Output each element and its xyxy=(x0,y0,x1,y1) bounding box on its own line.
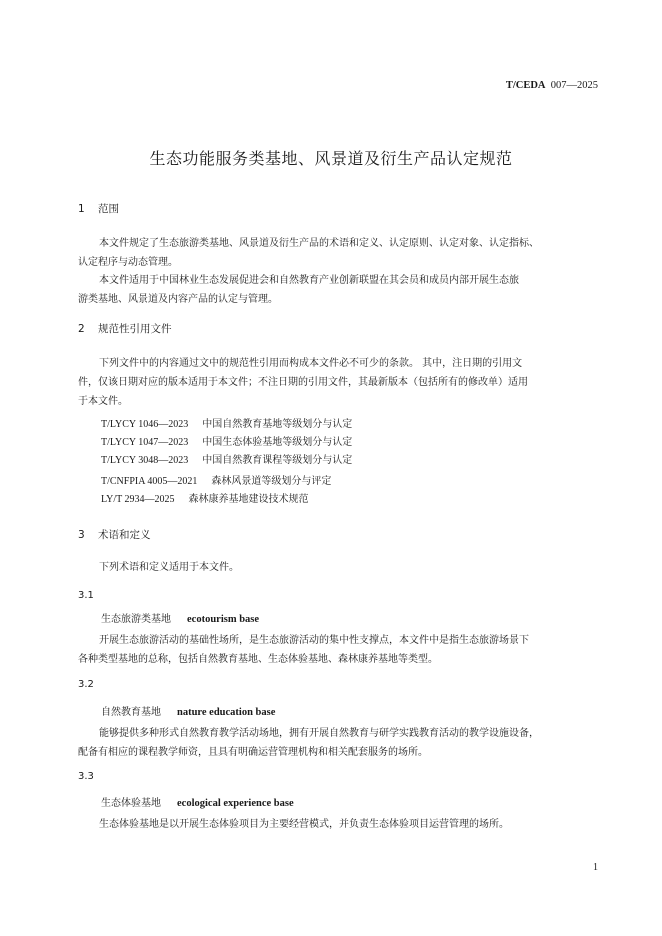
text-line: 件，仅该日期对应的版本适用于本文件；不注日期的引用文件，其最新版本（包括所有的修改单）适用 xyxy=(78,377,528,388)
text-line: 于本文件。 xyxy=(78,396,128,407)
term-english: ecotourism base xyxy=(187,614,260,625)
section-title: 术语和定义 xyxy=(98,529,151,541)
reference-code: T/LYCY 1046—2023 xyxy=(101,419,189,430)
reference-code: T/CNFPIA 4005—2021 xyxy=(101,476,198,487)
text-line: 配备有相应的课程教学师资，且具有明确运营管理机构和相关配套服务的场所。 xyxy=(78,747,428,758)
section-1-paragraph-1 xyxy=(78,234,598,272)
text-line: 游类基地、风景道及内容产品的认定与管理。 xyxy=(78,294,278,305)
subsection-number: 3.1 xyxy=(78,590,94,601)
text-line: 下列文件中的内容通过文中的规范性引用而构成本文件必不可少的条款。 其中，注日期的引用文 xyxy=(99,358,523,369)
term-heading xyxy=(101,703,275,718)
term-chinese: 生态旅游类基地 xyxy=(101,614,171,625)
term-definition xyxy=(78,815,598,834)
text-line: 认定程序与动态管理。 xyxy=(78,257,178,268)
section-number: 2 xyxy=(78,323,85,335)
section-number: 3 xyxy=(78,529,85,541)
doc-code: 007—2025 xyxy=(550,80,598,91)
term-chinese: 生态体验基地 xyxy=(101,798,161,809)
text-line: 本文件适用于中国林业生态发展促进会和自然教育产业创新联盟在其会员和成员内部开展生态旅 xyxy=(99,275,519,286)
reference-item xyxy=(101,472,331,487)
reference-title: 中国生态体验基地等级划分与认定 xyxy=(202,437,353,448)
section-3-intro xyxy=(78,558,598,577)
reference-title: 森林风景道等级划分与评定 xyxy=(211,476,332,487)
subsection-number: 3.2 xyxy=(78,679,94,690)
term-english: nature education base xyxy=(177,707,276,718)
section-title: 范围 xyxy=(98,203,119,215)
term-heading xyxy=(101,794,294,809)
doc-prefix: T/CEDA xyxy=(505,80,546,91)
reference-item xyxy=(101,490,309,505)
section-number: 1 xyxy=(78,203,85,215)
text-line: 各种类型基地的总称，包括自然教育基地、生态体验基地、森林康养基地等类型。 xyxy=(78,654,438,665)
page-title: 生态功能服务类基地、风景道及衍生产品认定规范 xyxy=(149,149,513,168)
term-definition xyxy=(78,724,598,762)
section-3-heading xyxy=(78,527,151,542)
subsection-number: 3.3 xyxy=(78,771,94,782)
text-line: 能够提供多种形式自然教育教学活动场地，拥有开展自然教育与研学实践教育活动的教学设施设备， xyxy=(99,728,539,739)
reference-item xyxy=(101,415,352,430)
section-2-paragraph xyxy=(78,354,598,411)
text-line: 下列术语和定义适用于本文件。 xyxy=(99,562,239,573)
term-chinese: 自然教育基地 xyxy=(101,707,161,718)
page-number: 1 xyxy=(593,862,598,873)
section-1-heading xyxy=(78,201,119,216)
reference-title: 中国自然教育课程等级划分与认定 xyxy=(202,455,353,466)
reference-title: 森林康养基地建设技术规范 xyxy=(188,494,309,505)
text-line: 本文件规定了生态旅游类基地、风景道及衍生产品的术语和定义、认定原则、认定对象、认定指标、 xyxy=(99,238,539,249)
section-title: 规范性引用文件 xyxy=(98,323,172,335)
reference-code: LY/T 2934—2025 xyxy=(101,494,175,505)
text-line: 开展生态旅游活动的基础性场所，是生态旅游活动的集中性支撑点，本文件中是指生态旅游场景下 xyxy=(99,635,529,646)
term-heading xyxy=(101,610,259,625)
reference-item xyxy=(101,433,352,448)
reference-item xyxy=(101,451,352,466)
term-english: ecological experience base xyxy=(177,798,294,809)
section-2-heading xyxy=(78,321,172,336)
section-1-paragraph-2 xyxy=(78,271,598,309)
text-line: 生态体验基地是以开展生态体验项目为主要经营模式，并负责生态体验项目运营管理的场所。 xyxy=(99,819,509,830)
reference-code: T/LYCY 3048—2023 xyxy=(101,455,189,466)
reference-code: T/LYCY 1047—2023 xyxy=(101,437,189,448)
term-definition xyxy=(78,631,598,669)
reference-title: 中国自然教育基地等级划分与认定 xyxy=(202,419,353,430)
document-number xyxy=(506,80,598,91)
